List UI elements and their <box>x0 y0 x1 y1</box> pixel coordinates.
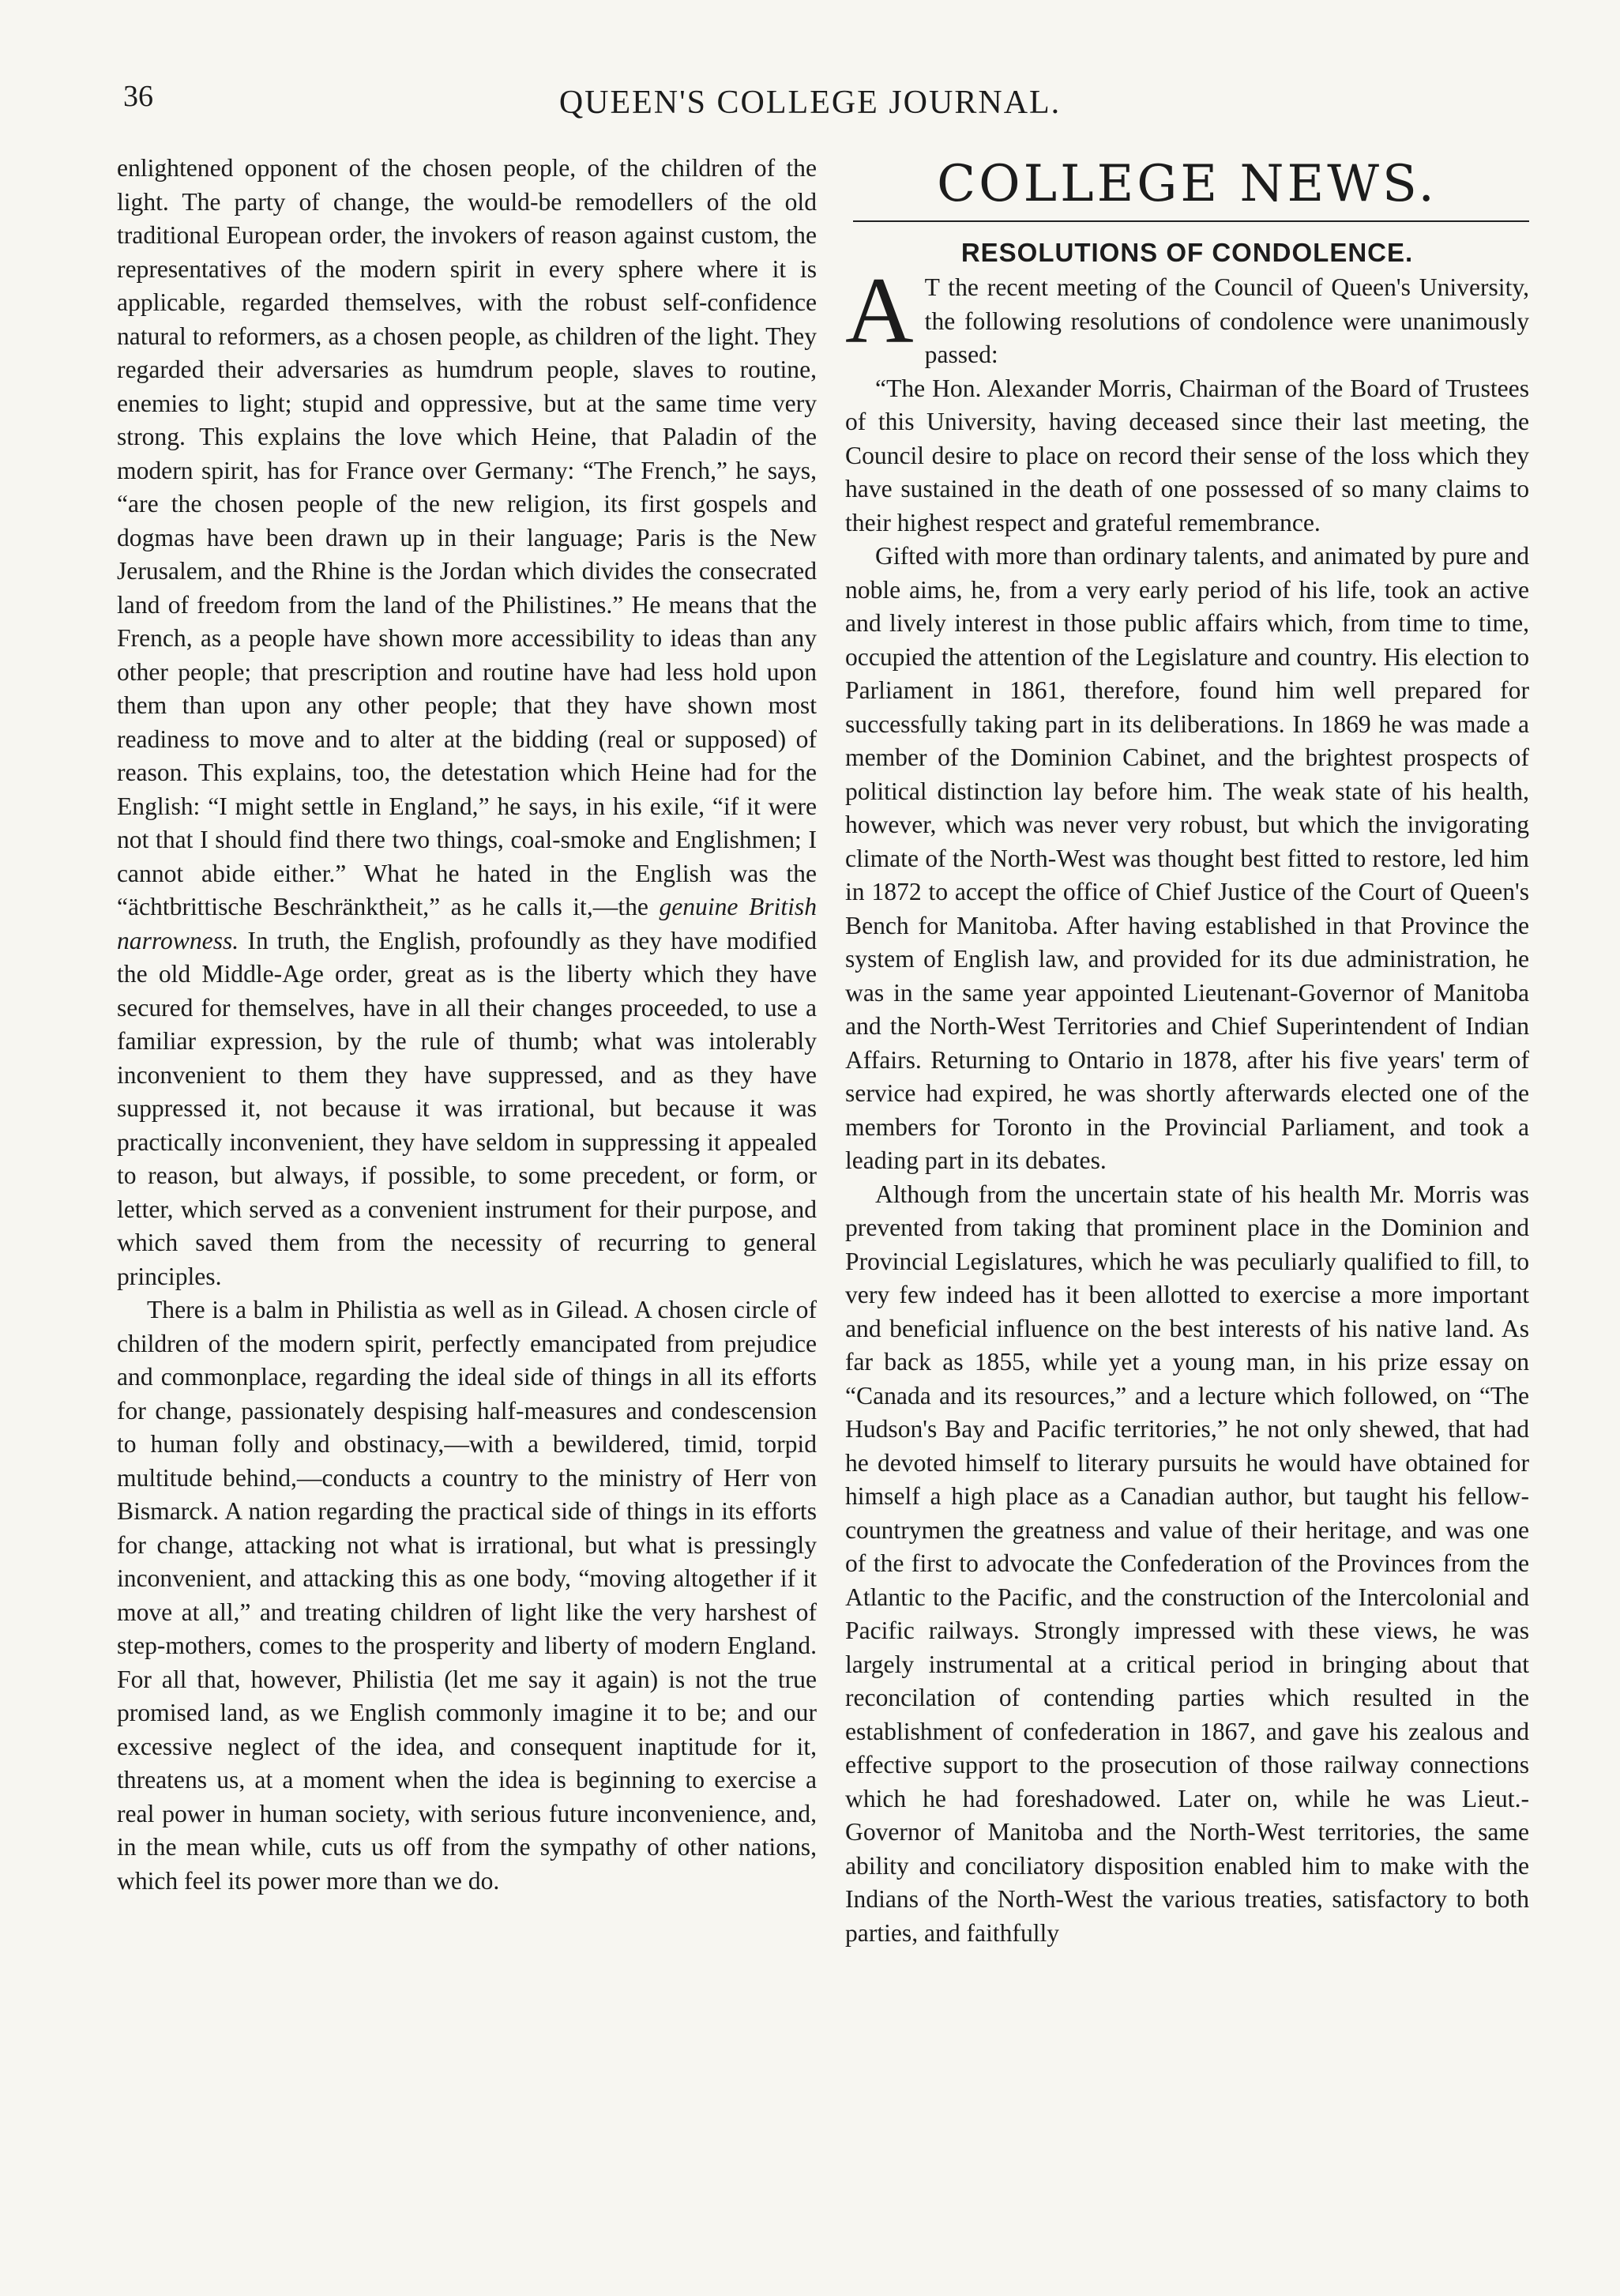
left-paragraph-1-text-a: enlightened opponent of the chosen people, of the children of the light. The party of change, the would-be remodellers of the old traditional European order, the invokers of reason against custom, the representatives of the modern spirit in every sphere where it is applicable, regarded themselves, with the robust self-confidence natural to reformers, as a chosen people, as children of the light. They regarded their adversaries as humdrum people, slaves to routine, enemies to light; stupid and oppressive, but at the same time very strong. This explains the love which Heine, that Paladin of the modern spirit, has for France over Germany: “The French,” he says, “are the chosen people of the new religion, its first gospels and dogmas have been drawn up in their language; Paris is the New Jerusalem, and the Rhine is the Jordan which divides the consecrated land of freedom from the land of the Philistines.” He means that the French, as a people have shown more accessibility to ideas than any other people; that prescription and routine have had less hold upon them than upon any other people; that they have shown most readiness to move and to alter at the bidding (real or supposed) of reason. This explains, too, the detestation which Heine had for the English: “I might settle in England,” he says, in his exile, “if it were not that I should find there two things, coal-smoke and Englishmen; I cannot abide either.” What he hated in the English was the “ächtbrittische Beschränktheit,” as he calls it,—the <box>117 154 817 920</box>
right-paragraph-1 <box>845 258 1529 372</box>
left-paragraph-2: There is a balm in Philistia as well as in Gilead. A chosen circle of children of the modern spirit, perfectly emancipated from prejudice and commonplace, regarding the ideal side of things in all its efforts for change, passionately despising half-measures and condescension to human folly and obstinacy,—with a bewildered, timid, torpid multitude behind,—conducts a country to the ministry of Herr von Bismarck. A nation regarding the practical side of things in its efforts for change, attacking not what is irrational, but what is pressingly inconvenient, and attacking this as one body, “moving altogether if it move at all,” and treating children of light like the very harshest of step-mothers, comes to the prosperity and liberty of modern England. For all that, however, Philistia (let me say it again) is not the true promised land, as we English commonly imagine it to be; and our excessive neglect of the idea, and consequent inaptitude for it, threatens us, at a moment when the idea is beginning to exercise a real power in human society, with serious future inconvenience, and, in the mean while, cuts us off from the sympathy of other nations, which feel its power more than we do. <box>117 1296 817 1895</box>
left-column <box>117 152 817 1898</box>
left-paragraph-1-italic: genuine British narrowness. <box>117 893 817 954</box>
section-subhead: RESOLUTIONS OF CONDOLENCE. <box>960 237 1414 267</box>
right-paragraph-4: Although from the uncertain state of his health Mr. Morris was prevented from taking that prominent place in the Dominion and Provincial Legislatures, which he was peculiarly qualified to fill, to very few indeed has it been allotted to exercise a more important and beneficial influence on the best interests of his native land. As far back as 1855, while yet a young man, in his prize essay on “Canada and its resources,” and a lecture which followed, on “The Hudson's Bay and Pacific territories,” he not only shewed, that had he devoted himself to literary pursuits he would have obtained for himself a high place as a Canadian author, but taught his fellow-countrymen the greatness and value of their heritage, and was one of the first to advocate the Confederation of the Provinces from the Atlantic to the Pacific, and the construction of the Intercolonial and Pacific railways. Strongly impressed with these views, he was largely instrumental at a critical period in bringing about that reconcilation of contending parties which resulted in the establishment of confederation in 1867, and gave his zealous and effective support to the prosecution of those railway connections which he had foreshadowed. Later on, while he was Lieut.-Governor of Manitoba and the North-West territories, the same ability and conciliatory disposition enabled him to make with the Indians of the North-West the various treaties, satisfactory to both parties, and faithfully <box>845 1180 1529 1947</box>
right-paragraph-3: Gifted with more than ordinary talents, and animated by pure and noble aims, he, from a very early period of his life, took an active and lively interest in those public affairs which, from time to time, occupied the attention of the Legislature and country. His election to Parliament in 1861, therefore, found him well prepared for successfully taking part in its deliberations. In 1869 he was made a member of the Dominion Cabinet, and the brightest prospects of political distinction lay before him. The weak state of his health, however, which was never very robust, but which the invigorating climate of the North-West was thought best fitted to restore, led him in 1872 to accept the office of Chief Justice of the Court of Queen's Bench for Manitoba. After having established in that Province the system of English law, and provided for its due administration, he was in the same year appointed Lieutenant-Governor of Manitoba and the North-West Territories and Chief Superintendent of Indian Affairs. Returning to Ontario in 1878, after his five years' term of service had expired, he was shortly afterwards elected one of the members for Toronto in the Provincial Parliament, and took a leading part in its debates. <box>845 542 1529 1174</box>
masthead-rule <box>853 220 1529 222</box>
section-masthead: COLLEGE NEWS. <box>937 155 1438 213</box>
right-paragraph-1-text: T the recent meeting of the Council of Queen's University, the following resolutions of condolence were unanimously passed: <box>924 273 1529 368</box>
right-paragraph-2: “The Hon. Alexander Morris, Chairman of the Board of Trustees of this University, having deceased since their last meeting, the Council desire to place on record their sense of the loss which they have sustained in the death of one possessed of so many claims to their highest respect and grateful remembrance. <box>845 374 1529 536</box>
drop-cap: A <box>845 258 914 363</box>
left-paragraph-1 <box>117 152 817 1293</box>
page-number: 36 <box>123 80 153 113</box>
right-column <box>845 156 1529 1950</box>
left-paragraph-1-text-b: In truth, the English, profoundly as they have modified the old Middle-Age order, great as is the liberty which they have secured for themselves, have in all their changes proceeded, to use a familiar expression, by the rule of thumb; what was intolerably inconvenient to them they have suppressed, and as they have suppressed it, not because it was irrational, but because it was practically inconvenient, they have seldom in suppressing it appealed to reason, but always, if possible, to some precedent, or form, or letter, which served as a convenient instrument for their purpose, and which saved them from the necessity of recurring to general principles. <box>117 926 817 1290</box>
running-head: QUEEN'S COLLEGE JOURNAL. <box>558 85 1062 121</box>
